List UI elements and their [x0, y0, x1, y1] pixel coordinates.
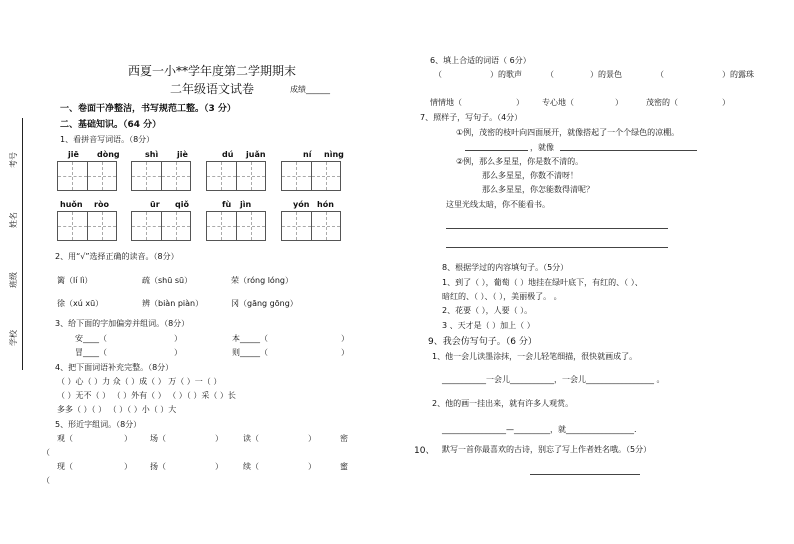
q9-answer[interactable]: ___________一会儿___________，一会儿_________________ 。: [442, 375, 665, 384]
q7-heading: 7、照样子，写句子。（4分）: [420, 113, 523, 122]
q8-line[interactable]: 2、花要（ ），人要（ ）。: [442, 306, 533, 315]
q8-line[interactable]: 1、到了（ ），葡萄（ ）地挂在绿叶底下，有红的、（ ）、: [442, 278, 643, 287]
q2-item[interactable]: 冈（gāng gōng）: [231, 299, 298, 308]
q7-example: 那么多星星，你怎能数得清呢？: [482, 185, 594, 194]
q3-blank: ）: [341, 348, 349, 357]
q6-item: ）的景色: [590, 70, 622, 79]
answer-line[interactable]: [465, 150, 528, 151]
q6-item[interactable]: （: [434, 70, 442, 79]
pinyin: nìng: [324, 150, 344, 159]
page-title: 西夏一小**学年度第二学期期末: [128, 64, 297, 78]
q5-item[interactable]: 蜜: [340, 462, 348, 471]
banji-label: 班级: [9, 272, 18, 288]
q10-heading: 默写一首你最喜欢的古诗，别忘了写上作者姓名哦。（5分）: [442, 445, 652, 454]
answer-line[interactable]: [446, 247, 668, 248]
q1-heading: 1、看拼音写词语。（8分）: [60, 135, 155, 144]
kaohao-label: 考号: [9, 152, 18, 168]
q2-item[interactable]: 篱（lí lì）: [57, 276, 93, 285]
score-label: 成绩______: [290, 85, 330, 94]
q6-item[interactable]: 茂密的（: [646, 98, 678, 107]
q5-item[interactable]: 密: [340, 434, 348, 443]
q5-item[interactable]: 续（: [243, 462, 259, 471]
pinyin: huǒn: [60, 200, 83, 209]
q4-line[interactable]: （ ）无不（ ） （ ）外有（ ） （ ）（ ）采（ ）长: [57, 391, 236, 400]
q7-example: ，就像: [530, 143, 554, 152]
q2-item[interactable]: 荣（róng lóng）: [231, 276, 293, 285]
q2-heading: 2、用“√”选择正确的读音。（8分）: [55, 252, 179, 261]
q3-blank: ）: [174, 348, 182, 357]
q5-item: ）: [215, 462, 223, 471]
q6-item[interactable]: （: [656, 70, 664, 79]
q3-blank[interactable]: 冒____（: [75, 348, 107, 357]
q6-item[interactable]: 情情地（: [430, 98, 462, 107]
binding-line: [22, 118, 23, 370]
q5-item[interactable]: 读（: [243, 434, 259, 443]
xuexiao-label: 学校: [9, 330, 18, 346]
section-2: 二、基础知识。（64 分）: [60, 120, 162, 130]
q9-example: 1、他一会儿读墨涂抹，一会儿轻笔细描，很快就画成了。: [432, 352, 638, 361]
q5-item: ）: [308, 434, 316, 443]
pinyin: dòng: [97, 150, 120, 159]
q2-item[interactable]: 疏（shū sū）: [142, 276, 193, 285]
pinyin: qiǒ: [175, 200, 189, 209]
q3-blank: ）: [174, 334, 182, 343]
answer-line[interactable]: [530, 474, 640, 475]
q5-item[interactable]: 场（: [150, 434, 166, 443]
q6-heading: 6、填上合适的词语（ 6分）: [430, 56, 531, 65]
writing-grid[interactable]: [57, 161, 117, 191]
pinyin: ní: [303, 150, 312, 159]
q9-example: 2、他的画一挂出来，就有许多人观赏。: [432, 399, 574, 408]
writing-grid[interactable]: [206, 211, 266, 241]
q6-item: ）的歌声: [490, 70, 522, 79]
q5-heading: 5、形近字组词。（8分）: [55, 420, 142, 429]
page-subtitle: 二年级语文试卷: [170, 82, 255, 96]
q7-example: ②例，那么多星星，你是数不清的。: [456, 157, 584, 166]
q6-item: ）: [615, 98, 623, 107]
q4-heading: 4、把下面词语补充完整。（8分）: [55, 363, 174, 372]
q5-item[interactable]: 扬（: [150, 462, 166, 471]
writing-grid[interactable]: [131, 161, 191, 191]
q6-item[interactable]: 专心地（: [542, 98, 574, 107]
answer-line[interactable]: [560, 150, 697, 151]
q3-heading: 3、给下面的字加偏旁并组词。（8分）: [55, 319, 190, 328]
xingming-label: 姓名: [9, 212, 18, 228]
pinyin: ròo: [94, 200, 109, 209]
q5-item: ）: [124, 434, 132, 443]
q9-answer[interactable]: ________________—_________，就_________________.: [442, 425, 637, 434]
q9-heading: 9、我会仿写句子。（6 分）: [428, 337, 537, 347]
q5-item: ）: [308, 462, 316, 471]
q2-item[interactable]: 徐（xú xū）: [57, 299, 104, 308]
q5-item: ）: [124, 462, 132, 471]
writing-grid[interactable]: [206, 161, 266, 191]
pinyin: shì: [145, 150, 159, 159]
q3-blank[interactable]: 则_____（: [232, 348, 268, 357]
pinyin: juǎn: [246, 150, 266, 159]
q8-line[interactable]: 暗红的、（ ）、（ ），美丽极了。 。: [442, 292, 562, 301]
writing-grid[interactable]: [57, 211, 117, 241]
section-1: 一、卷面干净整洁，书写规范工整。（3 分）: [60, 104, 236, 114]
pinyin: hón: [317, 200, 334, 209]
writing-grid[interactable]: [131, 211, 191, 241]
q10-number: 10、: [414, 446, 435, 456]
q6-item: ）的露珠: [722, 70, 754, 79]
pinyin: jiè: [177, 150, 188, 159]
q5-item[interactable]: 现（: [57, 462, 73, 471]
pinyin: ūr: [150, 200, 160, 209]
writing-grid[interactable]: [281, 211, 341, 241]
q8-line[interactable]: 3 、天才是（ ）加上（ ）: [442, 321, 535, 330]
writing-grid[interactable]: [281, 161, 341, 191]
pinyin: fù: [222, 200, 232, 209]
pinyin: jiē: [68, 150, 79, 159]
q7-prompt: 这里光线太暗，你不能看书。: [446, 200, 550, 209]
pinyin: jìn: [240, 200, 252, 209]
q6-item[interactable]: （: [546, 70, 554, 79]
q5-item: （: [42, 448, 50, 457]
q8-heading: 8、根据学过的内容填句子。（5分）: [442, 263, 569, 272]
q5-item: ）: [215, 434, 223, 443]
q7-example: 那么多星星，你数不清呀！: [482, 171, 578, 180]
answer-line[interactable]: [446, 228, 668, 229]
q4-line[interactable]: （ ）心（ ）力 众（ ）成（ ） 万（ ）一（ ）: [57, 377, 222, 386]
q5-item[interactable]: 观（: [57, 434, 73, 443]
pinyin: dú: [222, 150, 234, 159]
pinyin: yón: [293, 200, 310, 209]
q3-blank: ）: [341, 334, 349, 343]
q6-item: ）: [722, 98, 730, 107]
q4-line[interactable]: 多多（ ）（ ） （ ）（ ）小（ ）大: [57, 405, 177, 414]
q2-item[interactable]: 辨（biàn piàn）: [142, 299, 204, 308]
q5-item: （: [42, 476, 50, 485]
q7-example: ①例，茂密的枝叶向四面展开，就像搭起了一个个绿色的凉棚。: [456, 128, 680, 137]
q6-item: ）: [516, 98, 524, 107]
q3-blank[interactable]: 本_____（: [232, 334, 268, 343]
q3-blank[interactable]: 安____（: [75, 334, 107, 343]
